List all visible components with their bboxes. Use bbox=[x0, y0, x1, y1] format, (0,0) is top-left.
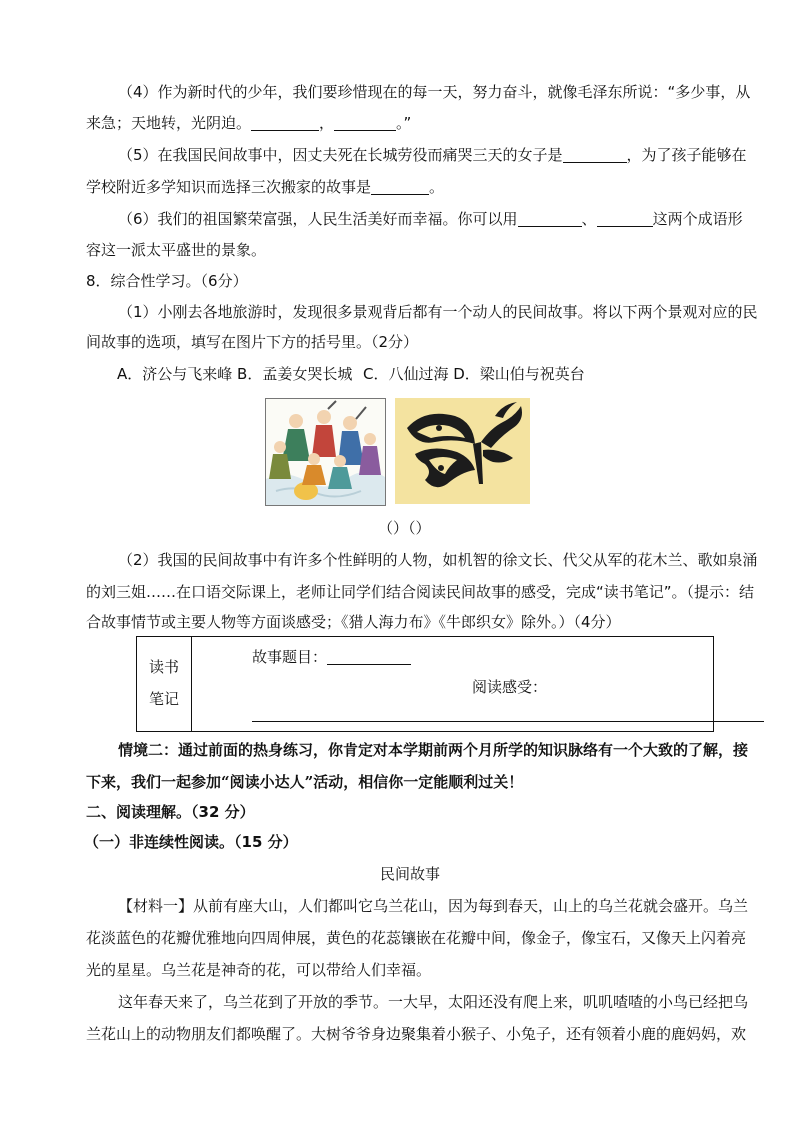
answer-blank[interactable] bbox=[251, 115, 319, 131]
q7-item6-line1: （6）我们的祖国繁荣富强，人民生活美好而幸福。你可以用 、 这两个成语形 bbox=[118, 210, 743, 228]
passage-title: 民间故事 bbox=[380, 865, 441, 883]
q8-p1-line2: 间故事的选项，填写在图片下方的括号里。（2分） bbox=[86, 333, 419, 351]
q7-item6-line2: 容这一派太平盛世的景象。 bbox=[86, 241, 267, 259]
butterfly-image bbox=[395, 398, 530, 504]
scenario-line1: 情境二：通过前面的热身练习，你肯定对本学期前两个月所学的知识脉络有一个大致的了解，接 bbox=[118, 741, 749, 759]
story-title-blank[interactable] bbox=[327, 649, 411, 665]
eight-immortals-image bbox=[265, 398, 386, 506]
q7-item5-line2: 学校附近多学知识而选择三次搬家的故事是 。 bbox=[86, 178, 445, 196]
answer-blank[interactable] bbox=[371, 179, 429, 195]
material1-line2: 花淡蓝色的花瓣优雅地向四周伸展，黄色的花蕊镶嵌在花瓣中间，像金子，像宝石，又像天上闪着亮 bbox=[86, 929, 747, 947]
material1-line5: 兰花山上的动物朋友们都唤醒了。大树爷爷身边聚集着小猴子、小兔子，还有领着小鹿的鹿妈妈，欢 bbox=[86, 1025, 747, 1043]
q8-options-ab: A．济公与飞来峰 B．孟姜女哭长城 bbox=[117, 365, 353, 383]
reading-feeling-label: 阅读感受： bbox=[472, 678, 548, 696]
image-answer-brackets: （）（） bbox=[378, 519, 431, 537]
answer-blank[interactable] bbox=[334, 115, 396, 131]
q7-item5-line1: （5）在我国民间故事中，因丈夫死在长城劳役而痛哭三天的女子是 ，为了孩子能够在 bbox=[118, 146, 747, 164]
material1-line4: 这年春天来了，乌兰花到了开放的季节。一大早，太阳还没有爬上来，叽叽喳喳的小鸟已经把乌 bbox=[118, 993, 749, 1011]
q8-p2-line3: 合故事情节或主要人物等方面谈感受；《猎人海力布》《牛郎织女》除外。）（4分） bbox=[86, 613, 621, 631]
q8-p1-line1: （1）小刚去各地旅游时，发现很多景观背后都有一个动人的民间故事。将以下两个景观对应的民 bbox=[118, 303, 758, 321]
q8-p2-line2: 的刘三姐……在口语交际课上，老师让同学们结合阅读民间故事的感受，完成“读书笔记”。（提示：结 bbox=[86, 583, 755, 601]
q8-p2-line1: （2）我国的民间故事中有许多个性鲜明的人物，如机智的徐文长、代父从军的花木兰、歌如泉涌 bbox=[118, 551, 758, 569]
material1-line1: 【材料一】从前有座大山，人们都叫它乌兰花山，因为每到春天，山上的乌兰花就会盛开。乌兰 bbox=[118, 897, 749, 915]
answer-blank[interactable] bbox=[518, 211, 582, 227]
answer-blank[interactable] bbox=[563, 147, 627, 163]
section2-title: 二、阅读理解。（32 分） bbox=[86, 803, 255, 821]
q8-options-cd: C．八仙过海 D．梁山伯与祝英台 bbox=[363, 365, 585, 383]
scenario-line2: 下来，我们一起参加“阅读小达人”活动，相信你一定能顺利过关！ bbox=[86, 773, 524, 791]
material1-line3: 光的星星。乌兰花是神奇的花，可以带给人们幸福。 bbox=[86, 961, 432, 979]
q7-item4-line1: （4）作为新时代的少年，我们要珍惜现在的每一天，努力奋斗，就像毛泽东所说：“多少事，从 bbox=[118, 83, 751, 101]
reading-feeling-blank[interactable] bbox=[252, 721, 764, 722]
eight-immortals-illustration-icon bbox=[266, 399, 385, 505]
q8-title: 8．综合性学习。（6分） bbox=[86, 272, 248, 290]
reading-note-label: 读书 笔记 bbox=[137, 637, 192, 732]
answer-blank[interactable] bbox=[597, 211, 653, 227]
reading-note-table bbox=[136, 636, 714, 732]
story-title-row: 故事题目： bbox=[252, 647, 411, 667]
section2-sub1: （一）非连续性阅读。（15 分） bbox=[84, 833, 298, 851]
q7-item4-line2: 来急；天地转，光阴迫。 ， 。” bbox=[86, 114, 412, 132]
butterfly-papercut-icon bbox=[395, 398, 530, 504]
reading-note-body bbox=[192, 637, 714, 732]
